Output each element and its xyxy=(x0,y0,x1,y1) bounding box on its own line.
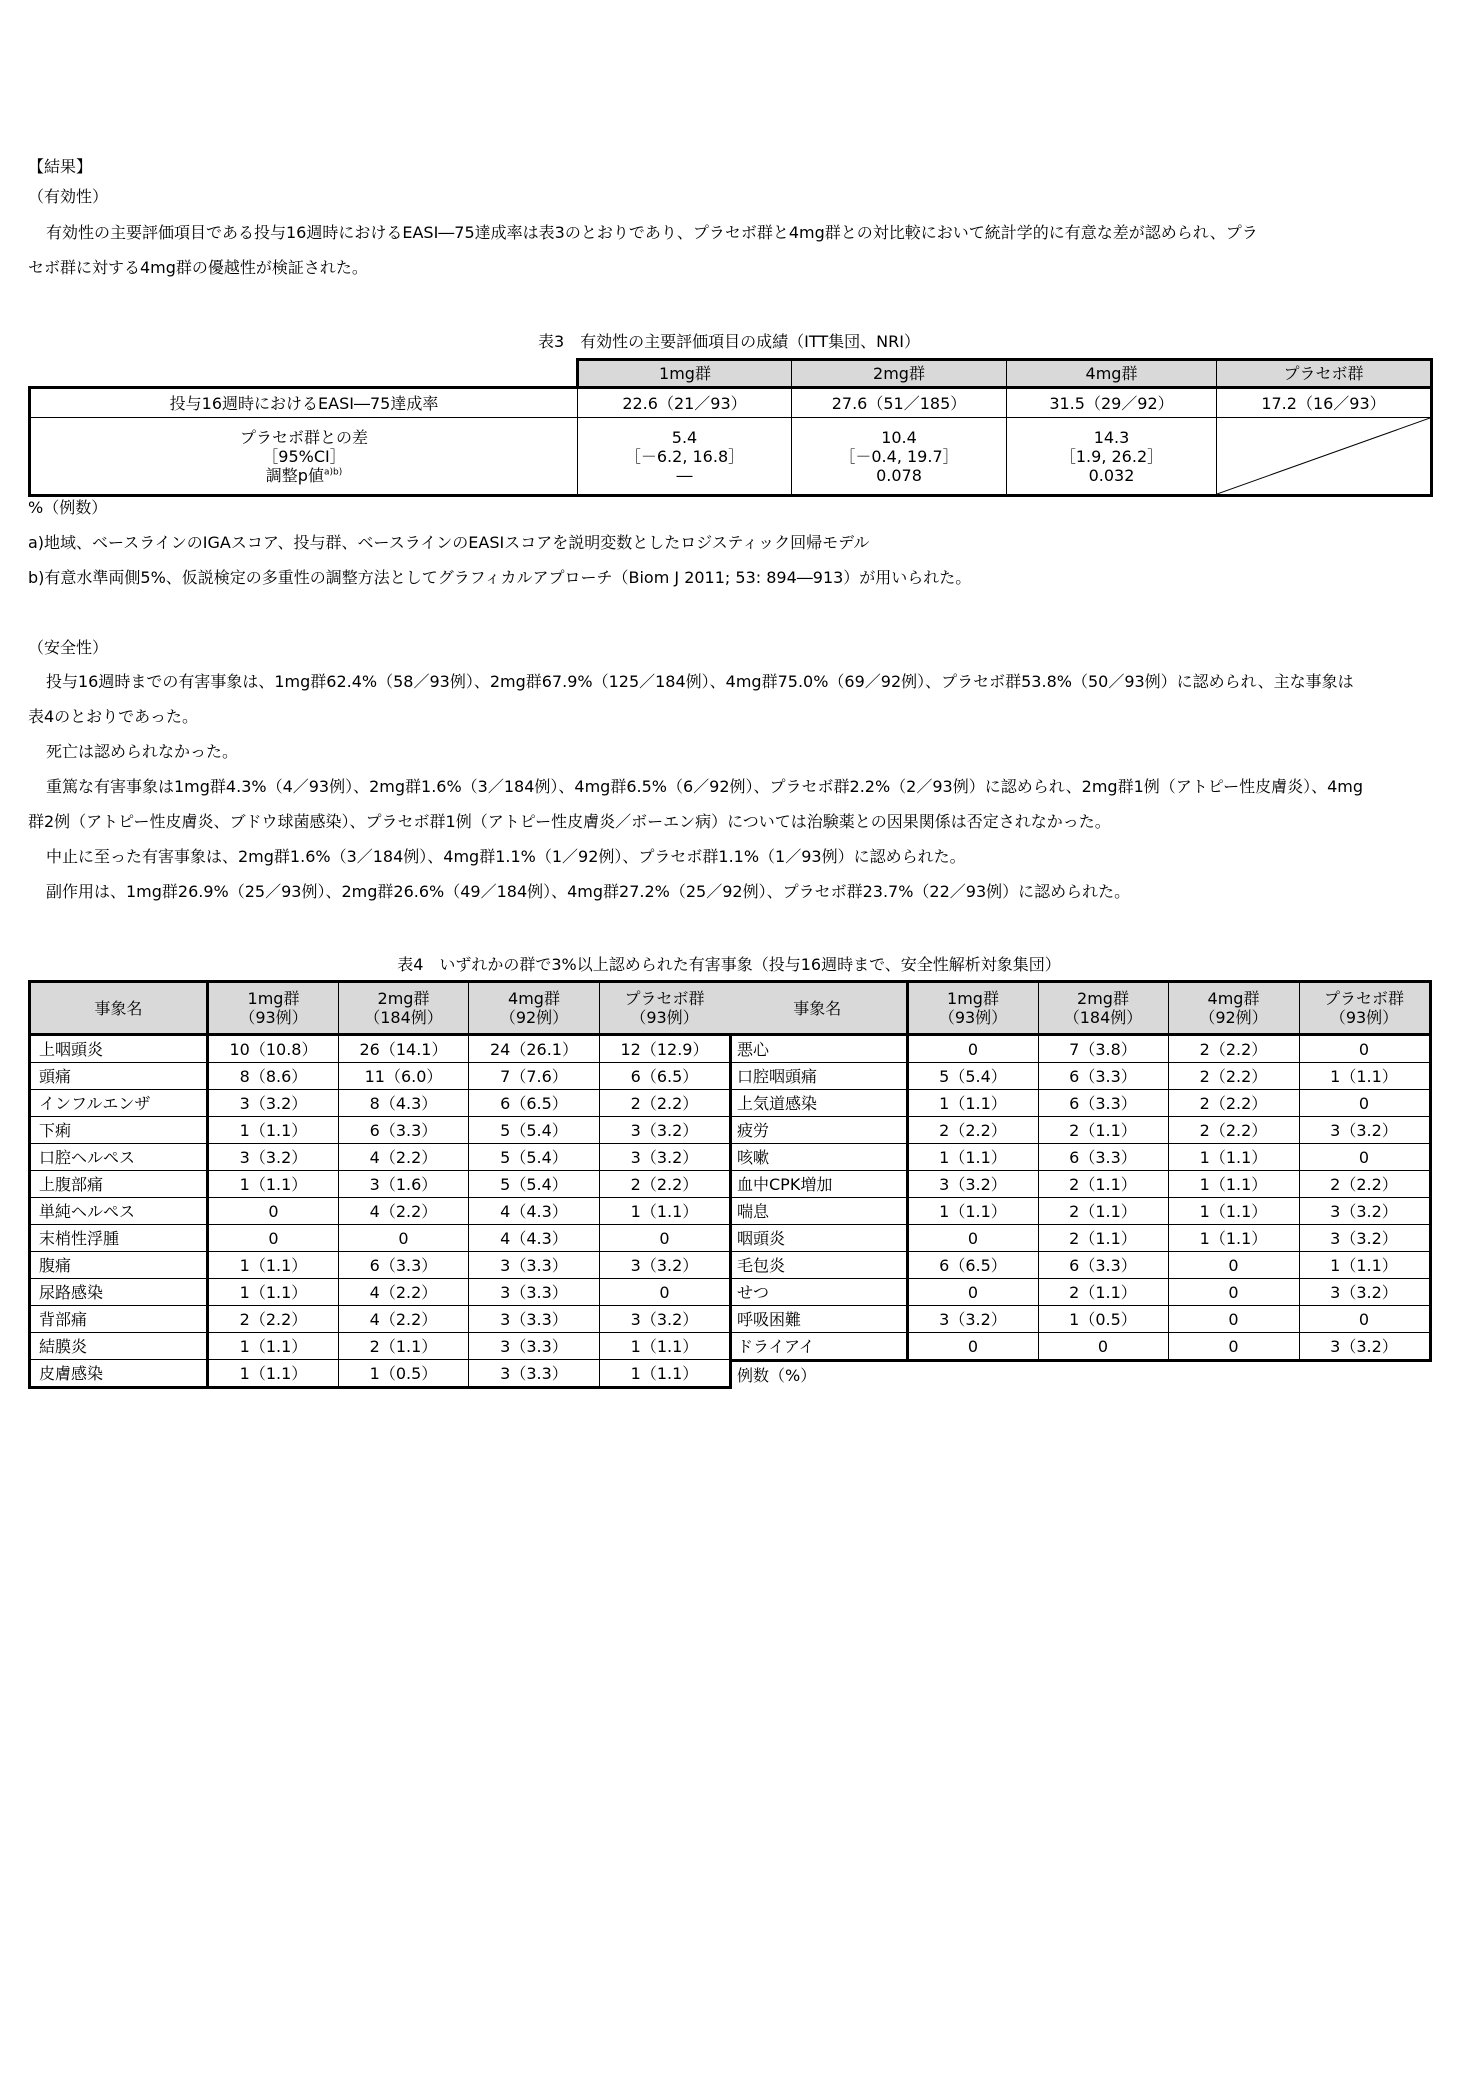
event-count: 3（3.2） xyxy=(1299,1225,1430,1252)
event-count: 7（3.8） xyxy=(1038,1035,1168,1063)
column-header xyxy=(1299,982,1430,1035)
row-label xyxy=(30,418,578,496)
event-count: 0 xyxy=(1168,1306,1299,1333)
event-count: 6（6.5） xyxy=(600,1063,731,1090)
event-count: 0 xyxy=(339,1225,469,1252)
event-count: 3（3.2） xyxy=(600,1144,731,1171)
table-row xyxy=(729,1252,1430,1279)
event-count: 6（3.3） xyxy=(1038,1252,1168,1279)
event-count: 3（3.2） xyxy=(208,1090,339,1117)
event-name: ドライアイ xyxy=(729,1333,907,1361)
event-count: 1（1.1） xyxy=(1168,1198,1299,1225)
event-count: 2（2.2） xyxy=(1168,1117,1299,1144)
footnote-ref: a)b) xyxy=(323,467,343,478)
table-row xyxy=(30,1306,731,1333)
event-name: 血中CPK増加 xyxy=(729,1171,907,1198)
cell-placebo-diagonal xyxy=(1217,418,1432,496)
row-label-line-wrap xyxy=(31,466,577,485)
event-count: 6（3.3） xyxy=(1038,1063,1168,1090)
event-name: 上腹部痛 xyxy=(30,1171,208,1198)
column-header-line: 4mg群 xyxy=(1207,989,1260,1008)
event-name: 毛包炎 xyxy=(729,1252,907,1279)
event-count: 3（3.2） xyxy=(1299,1198,1430,1225)
ci-value: ［－6.2, 16.8］ xyxy=(624,446,745,466)
adverse-events-table-left xyxy=(28,980,732,1389)
event-count: 2（2.2） xyxy=(907,1117,1038,1144)
column-header-4mg: 4mg群 xyxy=(1007,360,1217,388)
row-label-line: ［95%CI］ xyxy=(262,446,346,466)
event-count: 6（3.3） xyxy=(1038,1090,1168,1117)
event-count: 3（3.3） xyxy=(469,1279,600,1306)
event-name: 下痢 xyxy=(30,1117,208,1144)
event-count: 2（2.2） xyxy=(1299,1171,1430,1198)
event-name: 皮膚感染 xyxy=(30,1360,208,1388)
column-header xyxy=(469,982,600,1035)
event-count: 3（3.2） xyxy=(600,1306,731,1333)
event-name: 尿路感染 xyxy=(30,1279,208,1306)
event-count: 0 xyxy=(600,1225,731,1252)
event-count: 4（4.3） xyxy=(469,1225,600,1252)
event-count: 6（3.3） xyxy=(339,1117,469,1144)
diff-value: 14.3 xyxy=(1093,427,1130,447)
note-row xyxy=(729,1361,1430,1389)
event-name: 結膜炎 xyxy=(30,1333,208,1360)
table-row xyxy=(30,1252,731,1279)
ci-value: ［1.9, 26.2］ xyxy=(1059,446,1164,466)
column-header-line: （93例） xyxy=(239,1008,308,1027)
table-row xyxy=(729,1035,1430,1063)
column-header-line: （92例） xyxy=(499,1008,569,1027)
event-count: 1（1.1） xyxy=(907,1144,1038,1171)
safety-paragraph-line: 副作用は、1mg群26.9%（25／93例）、2mg群26.6%（49／184例）、4mg群27.2%（25／92例）、プラセボ群23.7%（22／93例）に認められた。 xyxy=(46,882,1131,901)
event-count: 8（8.6） xyxy=(208,1063,339,1090)
table-row xyxy=(729,1333,1430,1361)
column-header-line: 2mg群 xyxy=(1077,989,1129,1008)
event-count: 8（4.3） xyxy=(339,1090,469,1117)
column-header-line: （93例） xyxy=(630,1008,699,1027)
event-count: 4（2.2） xyxy=(339,1144,469,1171)
cell-placebo: 17.2（16／93） xyxy=(1217,388,1432,418)
table-row xyxy=(30,1035,731,1063)
adverse-events-table-right xyxy=(729,980,1432,1388)
table-row xyxy=(30,1063,731,1090)
column-header-placebo: プラセボ群 xyxy=(1217,360,1432,388)
event-name: 上咽頭炎 xyxy=(30,1035,208,1063)
column-header-line: プラセボ群 xyxy=(624,989,705,1008)
column-header xyxy=(1038,982,1168,1035)
event-count: 0 xyxy=(1168,1279,1299,1306)
event-count: 2（2.2） xyxy=(600,1090,731,1117)
column-header-line: 1mg群 xyxy=(947,989,999,1008)
table-header-row xyxy=(30,360,1432,388)
results-heading: 【結果】 xyxy=(28,157,93,176)
column-header-line: プラセボ群 xyxy=(1323,989,1404,1008)
event-count: 2（1.1） xyxy=(1038,1171,1168,1198)
event-name: 単純ヘルペス xyxy=(30,1198,208,1225)
event-count: 2（1.1） xyxy=(1038,1225,1168,1252)
event-count: 2（2.2） xyxy=(1168,1063,1299,1090)
event-count: 2（1.1） xyxy=(1038,1198,1168,1225)
efficacy-results-table xyxy=(28,358,1433,497)
table-header-row xyxy=(729,982,1430,1035)
table-row xyxy=(729,1090,1430,1117)
table-row xyxy=(30,1117,731,1144)
cell-2mg xyxy=(792,418,1007,496)
column-header-line: 事象名 xyxy=(793,998,842,1018)
column-header-line: 2mg群 xyxy=(377,989,430,1008)
event-count: 0 xyxy=(1299,1090,1430,1117)
event-count: 0 xyxy=(1168,1333,1299,1361)
event-count: 3（3.3） xyxy=(469,1306,600,1333)
event-count: 0 xyxy=(1299,1306,1430,1333)
event-count: 1（0.5） xyxy=(339,1360,469,1388)
p-value: ― xyxy=(676,465,693,485)
event-count: 5（5.4） xyxy=(469,1117,600,1144)
footnote-b: b)有意水準両側5%、仮説検定の多重性の調整方法としてグラフィカルアプローチ（Biom J 2011; 53: 894―913）が用いられた。 xyxy=(28,568,972,587)
event-count: 5（5.4） xyxy=(907,1063,1038,1090)
event-count: 0 xyxy=(208,1198,339,1225)
event-count: 4（2.2） xyxy=(339,1198,469,1225)
event-name: 悪心 xyxy=(729,1035,907,1063)
column-header xyxy=(729,982,907,1035)
event-count: 0 xyxy=(1168,1252,1299,1279)
column-header xyxy=(208,982,339,1035)
event-name: 口腔ヘルペス xyxy=(30,1144,208,1171)
event-count: 2（1.1） xyxy=(1038,1117,1168,1144)
event-count: 6（6.5） xyxy=(907,1252,1038,1279)
table-row xyxy=(30,1090,731,1117)
event-count: 10（10.8） xyxy=(208,1035,339,1063)
table-row xyxy=(30,1225,731,1252)
safety-paragraph-line: 死亡は認められなかった。 xyxy=(46,742,239,761)
table3-unit-note: %（例数） xyxy=(28,498,108,517)
event-count: 3（3.3） xyxy=(469,1252,600,1279)
event-name: 咽頭炎 xyxy=(729,1225,907,1252)
event-count: 26（14.1） xyxy=(339,1035,469,1063)
event-count: 0 xyxy=(907,1035,1038,1063)
efficacy-paragraph-line-2: セボ群に対する4mg群の優越性が検証された。 xyxy=(28,258,368,277)
event-count: 3（3.2） xyxy=(1299,1333,1430,1361)
column-header xyxy=(1168,982,1299,1035)
event-count: 1（1.1） xyxy=(1168,1144,1299,1171)
table-row xyxy=(30,388,1432,418)
event-name: 腹痛 xyxy=(30,1252,208,1279)
event-count: 1（1.1） xyxy=(208,1279,339,1306)
table-row xyxy=(729,1198,1430,1225)
event-name: 喘息 xyxy=(729,1198,907,1225)
diff-value: 10.4 xyxy=(881,427,917,447)
event-name: 口腔咽頭痛 xyxy=(729,1063,907,1090)
column-header-line: （184例） xyxy=(364,1008,443,1027)
event-count: 0 xyxy=(1038,1333,1168,1361)
event-name: 咳嗽 xyxy=(729,1144,907,1171)
table-header-row xyxy=(30,982,731,1035)
event-count: 3（3.2） xyxy=(600,1117,731,1144)
event-count: 1（1.1） xyxy=(208,1333,339,1360)
event-count: 1（1.1） xyxy=(600,1198,731,1225)
event-name: 疲労 xyxy=(729,1117,907,1144)
event-count: 5（5.4） xyxy=(469,1144,600,1171)
event-count: 1（1.1） xyxy=(907,1198,1038,1225)
event-count: 1（1.1） xyxy=(600,1333,731,1360)
event-count: 3（3.2） xyxy=(600,1252,731,1279)
event-count: 0 xyxy=(600,1279,731,1306)
event-count: 24（26.1） xyxy=(469,1035,600,1063)
event-count: 0 xyxy=(907,1333,1038,1361)
event-count: 0 xyxy=(1299,1035,1430,1063)
table-row xyxy=(729,1225,1430,1252)
p-value: 0.078 xyxy=(876,465,922,485)
column-header-1mg: 1mg群 xyxy=(578,360,792,388)
event-count: 1（0.5） xyxy=(1038,1306,1168,1333)
column-header xyxy=(30,982,208,1035)
event-count: 2（2.2） xyxy=(208,1306,339,1333)
column-header-line: （184例） xyxy=(1063,1008,1143,1027)
table4-caption: 表4 いずれかの群で3%以上認められた有害事象（投与16週時まで、安全性解析対象集団） xyxy=(397,955,1061,974)
event-count: 1（1.1） xyxy=(600,1360,731,1388)
table-row xyxy=(729,1306,1430,1333)
efficacy-heading: （有効性） xyxy=(28,187,109,206)
event-count: 4（2.2） xyxy=(339,1306,469,1333)
ci-value: ［－0.4, 19.7］ xyxy=(839,446,959,466)
table-row xyxy=(729,1171,1430,1198)
cell-4mg xyxy=(1007,418,1217,496)
row-label: 投与16週時におけるEASI―75達成率 xyxy=(30,388,578,418)
event-count: 1（1.1） xyxy=(208,1117,339,1144)
column-header xyxy=(600,982,731,1035)
row-label-line: 調整p値 xyxy=(265,465,324,485)
event-count: 3（3.2） xyxy=(907,1171,1038,1198)
table-row xyxy=(30,1279,731,1306)
table-row xyxy=(30,1360,731,1388)
column-header xyxy=(907,982,1038,1035)
event-count: 0 xyxy=(208,1225,339,1252)
column-header xyxy=(339,982,469,1035)
event-count: 6（6.5） xyxy=(469,1090,600,1117)
table-row xyxy=(729,1063,1430,1090)
event-name: 末梢性浮腫 xyxy=(30,1225,208,1252)
table4-unit-note: 例数（%） xyxy=(737,1365,817,1385)
cell-2mg: 27.6（51／185） xyxy=(792,388,1007,418)
safety-paragraph-line: 群2例（アトピー性皮膚炎、ブドウ球菌感染）、プラセボ群1例（アトピー性皮膚炎／ボーエン病）については治験薬との因果関係は否定されなかった。 xyxy=(28,812,1111,831)
event-count: 6（3.3） xyxy=(339,1252,469,1279)
event-count: 3（3.2） xyxy=(1299,1117,1430,1144)
event-count: 0 xyxy=(907,1225,1038,1252)
diagonal-line xyxy=(1217,418,1430,494)
column-header-line: 4mg群 xyxy=(508,989,560,1008)
event-name: 頭痛 xyxy=(30,1063,208,1090)
cell-4mg: 31.5（29／92） xyxy=(1007,388,1217,418)
event-count: 2（1.1） xyxy=(1038,1279,1168,1306)
event-count: 1（1.1） xyxy=(907,1090,1038,1117)
table-row xyxy=(729,1279,1430,1306)
safety-heading: （安全性） xyxy=(28,638,109,657)
table-row xyxy=(30,418,1432,496)
safety-paragraph-line: 中止に至った有害事象は、2mg群1.6%（3／184例）、4mg群1.1%（1／92例）、プラセボ群1.1%（1／93例）に認められた。 xyxy=(46,847,966,866)
efficacy-paragraph-line-1: 有効性の主要評価項目である投与16週時におけるEASI―75達成率は表3のとおりであり、プラセボ群と4mg群との対比較において統計学的に有意な差が認められ、プラ xyxy=(46,223,1258,242)
empty-header-cell xyxy=(30,360,578,388)
column-header-2mg: 2mg群 xyxy=(792,360,1007,388)
event-count: 1（1.1） xyxy=(1168,1171,1299,1198)
footnote-a: a)地域、ベースラインのIGAスコア、投与群、ベースラインのEASIスコアを説明変数としたロジスティック回帰モデル xyxy=(28,533,870,552)
cell-1mg: 22.6（21／93） xyxy=(578,388,792,418)
event-count: 1（1.1） xyxy=(1299,1252,1430,1279)
event-count: 1（1.1） xyxy=(208,1171,339,1198)
safety-paragraph-line: 表4のとおりであった。 xyxy=(28,707,199,726)
event-count: 1（1.1） xyxy=(1299,1063,1430,1090)
column-header-line: （92例） xyxy=(1199,1008,1268,1027)
event-count: 5（5.4） xyxy=(469,1171,600,1198)
diff-value: 5.4 xyxy=(671,427,698,447)
column-header-line: （93例） xyxy=(1329,1008,1399,1027)
event-name: せつ xyxy=(729,1279,907,1306)
event-count: 2（2.2） xyxy=(1168,1090,1299,1117)
table-row xyxy=(30,1144,731,1171)
row-label-line: プラセボ群との差 xyxy=(239,427,368,447)
safety-paragraph-line: 重篤な有害事象は1mg群4.3%（4／93例）、2mg群1.6%（3／184例）、4mg群6.5%（6／92例）、プラセボ群2.2%（2／93例）に認められ、2mg群1例（アトピー性皮膚炎）、4mg xyxy=(46,777,1364,796)
event-count: 1（1.1） xyxy=(208,1252,339,1279)
event-count: 2（1.1） xyxy=(339,1333,469,1360)
column-header-line: 事象名 xyxy=(94,998,143,1018)
event-name: 上気道感染 xyxy=(729,1090,907,1117)
cell-1mg xyxy=(578,418,792,496)
event-count: 12（12.9） xyxy=(600,1035,731,1063)
event-count: 4（4.3） xyxy=(469,1198,600,1225)
event-count: 3（3.3） xyxy=(469,1360,600,1388)
event-count: 2（2.2） xyxy=(1168,1035,1299,1063)
table-row xyxy=(729,1117,1430,1144)
event-count: 1（1.1） xyxy=(1168,1225,1299,1252)
event-count: 3（3.2） xyxy=(208,1144,339,1171)
p-value: 0.032 xyxy=(1088,465,1135,485)
table-row xyxy=(30,1171,731,1198)
event-name: インフルエンザ xyxy=(30,1090,208,1117)
safety-paragraph-line: 投与16週時までの有害事象は、1mg群62.4%（58／93例）、2mg群67.9%（125／184例）、4mg群75.0%（69／92例）、プラセボ群53.8%（50／93例）に認められ、主な事象は xyxy=(46,672,1354,691)
event-count: 3（3.2） xyxy=(907,1306,1038,1333)
event-name: 背部痛 xyxy=(30,1306,208,1333)
event-count: 3（1.6） xyxy=(339,1171,469,1198)
event-count: 3（3.2） xyxy=(1299,1279,1430,1306)
event-count: 6（3.3） xyxy=(1038,1144,1168,1171)
table-row xyxy=(30,1333,731,1360)
table-row xyxy=(729,1144,1430,1171)
event-count: 1（1.1） xyxy=(208,1360,339,1388)
column-header-line: （93例） xyxy=(938,1008,1008,1027)
event-count: 7（7.6） xyxy=(469,1063,600,1090)
table3-caption: 表3 有効性の主要評価項目の成績（ITT集団、NRI） xyxy=(538,332,920,351)
event-name: 呼吸困難 xyxy=(729,1306,907,1333)
event-count: 4（2.2） xyxy=(339,1279,469,1306)
event-count: 0 xyxy=(907,1279,1038,1306)
event-count: 0 xyxy=(1299,1144,1430,1171)
table-row xyxy=(30,1198,731,1225)
column-header-line: 1mg群 xyxy=(247,989,300,1008)
event-count: 3（3.3） xyxy=(469,1333,600,1360)
event-count: 11（6.0） xyxy=(339,1063,469,1090)
event-count: 2（2.2） xyxy=(600,1171,731,1198)
